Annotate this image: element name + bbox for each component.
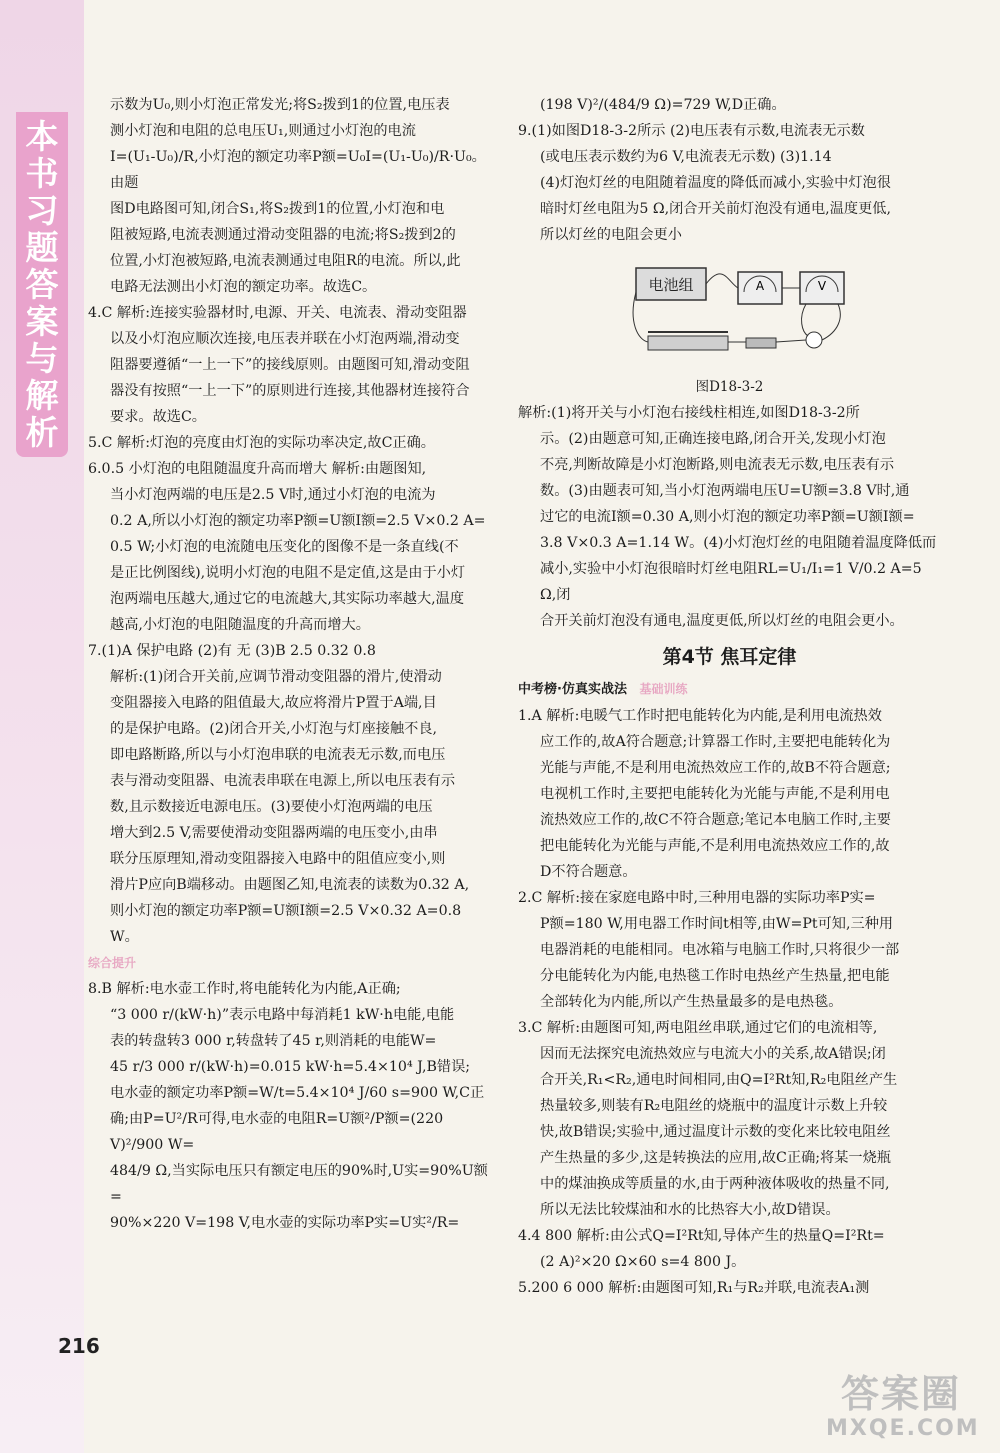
text-line: 阻被短路,电流表测通过滑动变阻器的电流;将S₂拨到2的 xyxy=(110,227,456,243)
left-column xyxy=(88,92,493,1236)
answer-item: 4.4 800 解析:由公式Q=I²Rt知,导体产生的热量Q=I²Rt= xyxy=(518,1228,885,1244)
text-line: 示数为U₀,则小灯泡正常发光;将S₂拨到1的位置,电压表 xyxy=(110,97,450,113)
text-line: 快,故B错误;实验中,通过温度计示数的变化来比较电阻丝 xyxy=(540,1124,891,1140)
text-line: P额=180 W,用电器工作时间t相等,由W=Pt可知,三种用 xyxy=(540,916,894,932)
text-line: 应工作的,故A符合题意;计算器工作时,主要把电能转化为 xyxy=(540,734,891,750)
answer-item: 3.C 解析:由题图可知,两电阻丝串联,通过它们的电流相等, xyxy=(518,1020,878,1036)
text-line: 表的转盘转3 000 r,转盘转了45 r,则消耗的电能W= xyxy=(110,1033,437,1049)
figure-caption: 图D18-3-2 xyxy=(695,379,764,395)
text-line: 增大到2.5 V,需要使滑动变阻器两端的电压变小,由串 xyxy=(110,825,438,841)
subsection-heading xyxy=(518,676,941,703)
text-line: 解析:(1)闭合开关前,应调节滑动变阻器的滑片,使滑动 xyxy=(110,669,442,685)
text-line: 电路无法测出小灯泡的额定功率。故选C。 xyxy=(110,279,377,295)
text-line: 全部转化为内能,所以产生热量最多的是电热毯。 xyxy=(540,994,843,1010)
text-line: “3 000 r/(kW·h)”表示电路中每消耗1 kW·h电能,电能 xyxy=(110,1007,455,1023)
sidebar-title xyxy=(16,112,68,457)
text-line: (198 V)²/(484/9 Ω)=729 W,D正确。 xyxy=(540,97,786,113)
answer-item: 6.0.5 小灯泡的电阻随温度升高而增大 解析:由题图知, xyxy=(88,461,427,477)
answer-item: 2.C 解析:接在家庭电路中时,三种用电器的实际功率P实= xyxy=(518,890,876,906)
text-line: 变阻器接入电路的阻值最大,故应将滑片P置于A端,目 xyxy=(110,695,437,711)
sidebar-char: 案 xyxy=(25,302,59,341)
answer-item: 5.C 解析:灯泡的亮度由灯泡的实际功率决定,故C正确。 xyxy=(88,435,435,451)
sidebar xyxy=(0,0,100,1453)
voltmeter-label: V xyxy=(817,279,827,293)
text-line: 滑片P应向B端移动。由题图乙知,电流表的读数为0.32 A, xyxy=(110,877,470,893)
text-line: 所以灯丝的电阻会更小 xyxy=(540,227,682,243)
text-line: 要求。故选C。 xyxy=(110,409,206,425)
text-line: 示。(2)由题意可知,正确连接电路,闭合开关,发现小灯泡 xyxy=(540,431,886,447)
text-line: 分电能转化为内能,电热毯工作时电热丝产生热量,把电能 xyxy=(540,968,890,984)
text-line: 所以无法比较煤油和水的比热容大小,故D错误。 xyxy=(540,1202,840,1218)
page-number: 216 xyxy=(58,1334,100,1358)
text-line: 产生热量的多少,这是转换法的应用,故C正确;将某一烧瓶 xyxy=(540,1150,891,1166)
text-line: 则小灯泡的额定功率P额=U额I额=2.5 V×0.32 A=0.8 W。 xyxy=(110,903,462,945)
sidebar-char: 析 xyxy=(25,413,59,452)
text-line: 减小,实验中小灯泡很暗时灯丝电阻RL=U₁/I₁=1 V/0.2 A=5 Ω,闭 xyxy=(540,561,922,603)
text-line: 当小灯泡两端的电压是2.5 V时,通过小灯泡的电流为 xyxy=(110,487,436,503)
answer-item: 9.(1)如图D18-3-2所示 (2)电压表有示数,电流表无示数 xyxy=(518,123,865,139)
text-line: 暗时灯丝电阻为5 Ω,闭合开关前灯泡没有通电,温度更低, xyxy=(540,201,891,217)
text-line: (4)灯泡灯丝的电阻随着温度的降低而减小,实验中灯泡很 xyxy=(540,175,891,191)
subsection-stamp: 基础训练 xyxy=(639,682,688,696)
answer-item: 4.C 解析:连接实验器材时,电源、开关、电流表、滑动变阻器 xyxy=(88,305,467,321)
text-line: 流热效应工作的,故C不符合题意;笔记本电脑工作时,主要 xyxy=(540,812,891,828)
sidebar-char: 解 xyxy=(25,376,59,415)
text-line: I=(U₁-U₀)/R,小灯泡的额定功率P额=U₀I=(U₁-U₀)/R·U₀。由题 xyxy=(110,149,486,191)
text-line: 即电路断路,所以与小灯泡串联的电流表无示数,而电压 xyxy=(110,747,446,763)
text-line: 越高,小灯泡的电阻随温度的升高而增大。 xyxy=(110,617,370,633)
text-line: 过它的电流I额=0.30 A,则小灯泡的额定功率P额=U额I额= xyxy=(540,509,915,525)
text-line: 不亮,判断故障是小灯泡断路,则电流表无示数,电压表有示 xyxy=(540,457,895,473)
text-line: 0.5 W;小灯泡的电流随电压变化的图像不是一条直线(不 xyxy=(110,539,459,555)
text-line: 电器消耗的电能相同。电冰箱与电脑工作时,只将很少一部 xyxy=(540,942,900,958)
text-line: 以及小灯泡应顺次连接,电压表并联在小灯泡两端,滑动变 xyxy=(110,331,460,347)
sidebar-char: 题 xyxy=(25,228,59,267)
text-line: 484/9 Ω,当实际电压只有额定电压的90%时,U实=90%U额= xyxy=(110,1163,488,1205)
text-line: 3.8 V×0.3 A=1.14 W。(4)小灯泡灯丝的电阻随着温度降低而 xyxy=(540,535,937,551)
sidebar-char: 本 xyxy=(25,117,59,156)
answer-item: 8.B 解析:电水壶工作时,将电能转化为内能,A正确; xyxy=(88,981,401,997)
text-line: 因而无法探究电流热效应与电流大小的关系,故A错误;闭 xyxy=(540,1046,886,1062)
section-title: 第4节 焦耳定律 xyxy=(662,646,797,668)
text-line: 数,且示数接近电源电压。(3)要使小灯泡两端的电压 xyxy=(110,799,433,815)
watermark xyxy=(826,1372,980,1441)
text-line: 45 r/3 000 r/(kW·h)=0.015 kW·h=5.4×10⁴ J,B错误; xyxy=(110,1059,471,1075)
text-line: 确;由P=U²/R可得,电水壶的电阻R=U额²/P额=(220 V)²/900 W= xyxy=(110,1111,444,1153)
sidebar-char: 与 xyxy=(25,339,59,378)
text-line: 器没有按照“一上一下”的原则进行连接,其他器材连接符合 xyxy=(110,383,470,399)
text-line: 数。(3)由题表可知,当小灯泡两端电压U=U额=3.8 V时,通 xyxy=(540,483,910,499)
sidebar-char: 习 xyxy=(25,191,59,230)
watermark-url: MXQE.COM xyxy=(826,1416,980,1441)
text-line: 90%×220 V=198 V,电水壶的实际功率P实=U实²/R= xyxy=(110,1215,460,1231)
text-line: 电视机工作时,主要把电能转化为光能与声能,不是利用电 xyxy=(540,786,890,802)
text-line: (或电压表示数约为6 V,电流表无示数) (3)1.14 xyxy=(540,149,832,165)
battery-label: 电池组 xyxy=(648,276,694,294)
text-line: 的是保护电路。(2)闭合开关,小灯泡与灯座接触不良, xyxy=(110,721,438,737)
right-column xyxy=(518,92,941,1301)
watermark-text: 答案圈 xyxy=(840,1372,961,1416)
answer-item: 5.200 6 000 解析:由题图可知,R₁与R₂并联,电流表A₁测 xyxy=(518,1280,870,1296)
answer-item: 7.(1)A 保护电路 (2)有 无 (3)B 2.5 0.32 0.8 xyxy=(88,643,376,659)
sidebar-char: 书 xyxy=(25,154,59,193)
ammeter-label: A xyxy=(755,279,765,293)
text-line: 把电能转化为光能与声能,不是利用电流热效应工作的,故 xyxy=(540,838,890,854)
text-line: 中的煤油换成等质量的水,由于两种液体吸收的热量不同, xyxy=(540,1176,890,1192)
text-line: 合开关,R₁<R₂,通电时间相同,由Q=I²Rt知,R₂电阻丝产生 xyxy=(540,1072,898,1088)
text-line: 阻器要遵循“一上一下”的接线原则。由题图可知,滑动变阻 xyxy=(110,357,470,373)
analysis-line: 解析:(1)将开关与小灯泡右接线柱相连,如图D18-3-2所 xyxy=(518,405,860,421)
text-line: 图D电路图可知,闭合S₁,将S₂拨到1的位置,小灯泡和电 xyxy=(110,201,445,217)
text-line: 表与滑动变阻器、电流表串联在电源上,所以电压表有示 xyxy=(110,773,456,789)
text-line: 电水壶的额定功率P额=W/t=5.4×10⁴ J/60 s=900 W,C正 xyxy=(110,1085,485,1101)
text-line: (2 A)²×20 Ω×60 s=4 800 J。 xyxy=(540,1254,746,1270)
circuit-diagram xyxy=(628,252,858,374)
section-stamp: 综合提升 xyxy=(88,956,137,970)
text-line: 0.2 A,所以小灯泡的额定功率P额=U额I额=2.5 V×0.2 A= xyxy=(110,513,486,529)
text-line: 合开关前灯泡没有通电,温度更低,所以灯丝的电阻会更小。 xyxy=(540,613,904,629)
text-line: D不符合题意。 xyxy=(540,864,637,880)
text-line: 光能与声能,不是利用电流热效应工作的,故B不符合题意; xyxy=(540,760,891,776)
circuit-figure xyxy=(628,252,858,374)
text-line: 热量较多,则装有R₂电阻丝的烧瓶中的温度计示数上升较 xyxy=(540,1098,888,1114)
text-line: 测小灯泡和电阻的总电压U₁,则通过小灯泡的电流 xyxy=(110,123,416,139)
text-line: 是正比例图线),说明小灯泡的电阻不是定值,这是由于小灯 xyxy=(110,565,466,581)
sidebar-char: 答 xyxy=(25,265,59,304)
text-line: 位置,小灯泡被短路,电流表测通过电阻R的电流。所以,此 xyxy=(110,253,461,269)
text-line: 泡两端电压越大,通过它的电流越大,其实际功率越大,温度 xyxy=(110,591,465,607)
answer-item: 1.A 解析:电暖气工作时把电能转化为内能,是利用电流热效 xyxy=(518,708,882,724)
text-line: 联分压原理知,滑动变阻器接入电路中的阻值应变小,则 xyxy=(110,851,446,867)
subsection-title: 中考榜·仿真实战法 xyxy=(518,682,627,697)
